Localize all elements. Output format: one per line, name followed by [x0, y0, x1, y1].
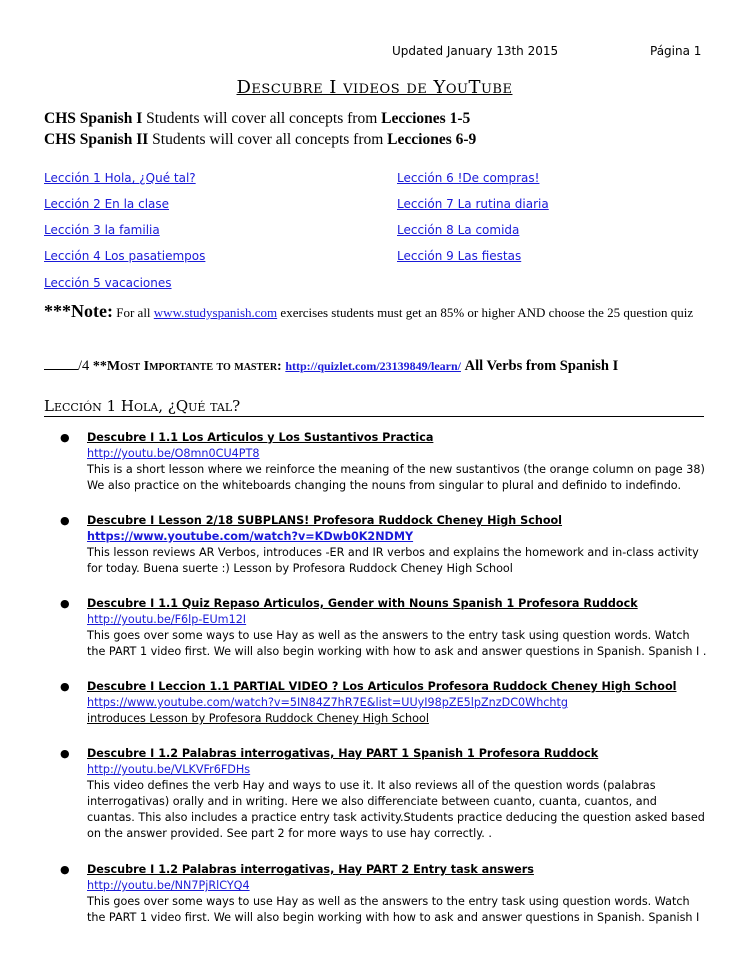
lesson-link-5[interactable]: Lección 5 vacaciones: [44, 276, 172, 290]
intro-text: Students will cover all concepts from: [148, 131, 388, 148]
bullet-icon: ●: [60, 431, 70, 444]
video-entry: [60, 430, 707, 494]
video-link[interactable]: https://www.youtube.com/watch?v=5IN84Z7hR7E&list=UUyI98pZE5lpZnzDC0Whchtg: [87, 696, 569, 709]
bullet-icon: ●: [60, 597, 70, 610]
video-description: This lesson reviews AR Verbos, introduces -ER and IR verbos and explains the homework and in-class activity for today. Buena suerte :) Lesson by Profesora Ruddock Cheney High School: [87, 546, 699, 575]
video-link[interactable]: http://youtu.be/O8mn0CU4PT8: [87, 447, 260, 460]
intro-line-1: [44, 110, 470, 128]
score: /4: [78, 358, 90, 374]
lesson-link-3[interactable]: Lección 3 la familia: [44, 223, 160, 237]
note-text: exercises students must get an 85% or higher AND choose the 25 question quiz: [277, 305, 694, 320]
score-blank: [44, 357, 78, 370]
video-description: This is a short lesson where we reinforce the meaning of the new sustantivos (the orange column on page 38) We also practice on the whiteboards changing the nouns from singular to plural and definido to indefindo.: [87, 463, 705, 492]
lesson-link-9[interactable]: Lección 9 Las fiestas: [397, 249, 522, 263]
video-link[interactable]: https://www.youtube.com/watch?v=KDwb0K2NDMY: [87, 530, 414, 543]
video-description: introduces Lesson by Profesora Ruddock Cheney High School: [87, 712, 429, 725]
lesson-link-8[interactable]: Lección 8 La comida: [397, 223, 520, 237]
intro-text: Students will cover all concepts from: [142, 110, 382, 127]
bullet-icon: ●: [60, 514, 70, 527]
bullet-icon: ●: [60, 680, 70, 693]
header-date: Updated January 13th 2015: [392, 44, 559, 58]
video-entry: [60, 862, 707, 926]
course-lessons: Lecciones 6-9: [387, 131, 477, 148]
note-label: ***Note:: [44, 301, 113, 321]
lesson-link-4[interactable]: Lección 4 Los pasatiempos: [44, 249, 206, 263]
bullet-icon: ●: [60, 747, 70, 760]
video-title: Descubre I Lesson 2/18 SUBPLANS! Profesora Ruddock Cheney High School: [87, 514, 563, 527]
lesson-link-2[interactable]: Lección 2 En la clase: [44, 197, 170, 211]
important-tail: All Verbs from Spanish I: [464, 358, 619, 374]
course-name: CHS Spanish I: [44, 110, 143, 127]
note-text: For all: [112, 305, 154, 320]
video-description: This goes over some ways to use Hay as well as the answers to the entry task using question words. Watch the PART 1 video first. We will also begin working with how to ask and answer questions in Spanish. Spanish I .: [87, 629, 707, 658]
header-page-number: Página 1: [650, 44, 702, 58]
section-heading: Lección 1 Hola, ¿Qué tal?: [44, 397, 704, 417]
video-entry: [60, 596, 707, 660]
quizlet-link[interactable]: http://quizlet.com/23139849/learn/: [285, 359, 461, 373]
lesson-link-1[interactable]: Lección 1 Hola, ¿Qué tal?: [44, 171, 196, 185]
video-entry: [60, 746, 707, 842]
video-description: This goes over some ways to use Hay as well as the answers to the entry task using question words. Watch the PART 1 video first. We will also begin working with how to ask and answer questions in Spanish. Spanish I: [87, 895, 700, 924]
video-title: Descubre I 1.2 Palabras interrogativas, Hay PART 1 Spanish 1 Profesora Ruddock: [87, 747, 599, 760]
video-link[interactable]: http://youtu.be/VLKVFr6FDHs: [87, 763, 251, 776]
video-title: Descubre I 1.2 Palabras interrogativas, Hay PART 2 Entry task answers: [87, 863, 534, 876]
important-line: [44, 357, 700, 375]
studyspanish-link[interactable]: www.studyspanish.com: [153, 305, 278, 320]
video-entry: [60, 679, 707, 727]
important-label: **Most Importante to master:: [92, 359, 282, 374]
note-paragraph: [44, 301, 694, 323]
course-lessons: Lecciones 1-5: [381, 110, 471, 127]
video-entry: [60, 513, 707, 577]
intro-line-2: [44, 131, 476, 149]
page-title: Descubre I videos de YouTube: [236, 77, 513, 98]
course-name: CHS Spanish II: [44, 131, 149, 148]
video-link[interactable]: http://youtu.be/NN7PjRlCYQ4: [87, 879, 250, 892]
video-title: Descubre I 1.1 Quiz Repaso Articulos, Gender with Nouns Spanish 1 Profesora Ruddock: [87, 597, 638, 610]
video-link[interactable]: http://youtu.be/F6lp-EUm12I: [87, 613, 247, 626]
lesson-link-6[interactable]: Lección 6 !De compras!: [397, 171, 540, 185]
video-description: This video defines the verb Hay and ways to use it. It also reviews all of the question words (palabras interrogativas) orally and in writing. Here we also differenciate between cuanto, cuanta, cuantos, and cuantas. This also includes a practice entry task activity.Students practice deducing the question asked based on the answer provided. See part 2 for more ways to use hay correctly. .: [87, 779, 705, 840]
video-title: Descubre I Leccion 1.1 PARTIAL VIDEO ? Los Articulos Profesora Ruddock Cheney High School: [87, 680, 677, 693]
lesson-link-7[interactable]: Lección 7 La rutina diaria: [397, 197, 549, 211]
bullet-icon: ●: [60, 863, 70, 876]
video-title: Descubre I 1.1 Los Articulos y Los Sustantivos Practica: [87, 431, 434, 444]
